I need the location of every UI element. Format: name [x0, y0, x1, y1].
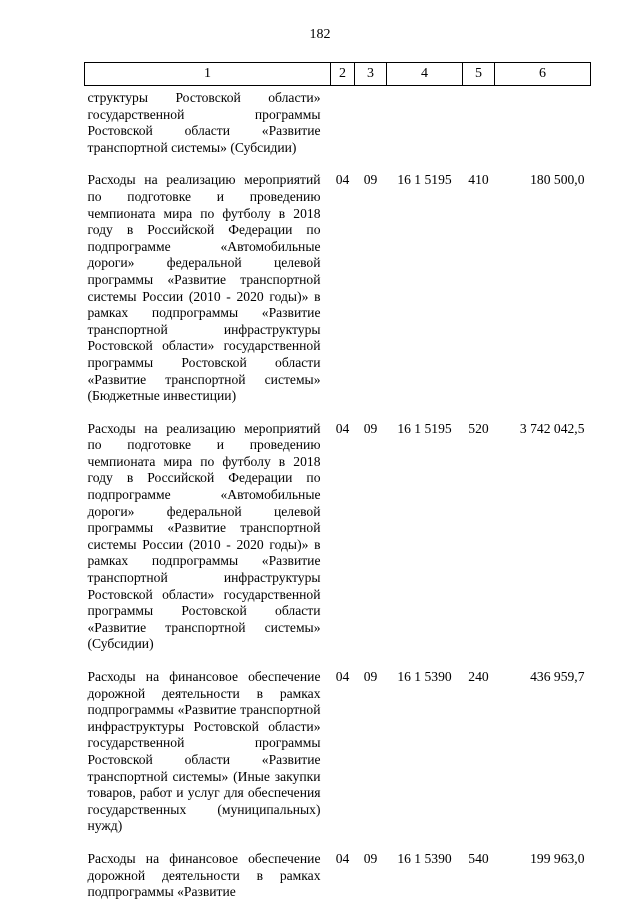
row-expense-type — [463, 86, 495, 173]
header-col-2: 2 — [331, 63, 355, 86]
row-expense-type: 410 — [468, 172, 489, 188]
table-row — [85, 669, 591, 851]
row-target-article: 16 1 5390 — [397, 669, 452, 684]
row-subsection: 09 — [363, 669, 378, 684]
table-row — [85, 172, 591, 420]
budget-table — [84, 62, 591, 917]
row-section: 04 — [335, 669, 350, 684]
header-col-6: 6 — [495, 63, 591, 86]
row-subsection: 09 — [363, 850, 378, 866]
header-row — [85, 63, 591, 86]
row-amount: 199 963,0 — [530, 850, 585, 866]
row-description: Расходы на финансовое обеспечение дорожной деятельности в рамках подпрограммы «Развитие — [87, 850, 321, 900]
row-expense-type: 240 — [468, 669, 489, 684]
row-amount — [495, 86, 591, 173]
row-expense-type: 540 — [468, 850, 489, 866]
header-col-3: 3 — [355, 63, 387, 86]
header-col-4: 4 — [387, 63, 463, 86]
row-target-article: 16 1 5390 — [397, 850, 452, 866]
header-col-5: 5 — [463, 63, 495, 86]
row-expense-type: 520 — [468, 420, 489, 436]
row-target-article: 16 1 5195 — [397, 420, 452, 436]
header-col-1: 1 — [85, 63, 331, 86]
row-amount: 180 500,0 — [530, 172, 585, 188]
row-description: Расходы на реализацию мероприятий по подготовке и проведению чемпионата мира по футболу в 2018 году в Российской Федерации по подпрограмме «Автомобильные дороги» федеральной целевой программы «Развитие транспортной системы России (2010 - 2020 годы)» в рамках подпрограммы «Развитие транспортной инфраструктуры Ростовской области» государственной программы Ростовской области «Развитие транспортной системы» (Бюджетные инвестиции) — [87, 172, 321, 404]
row-description: Расходы на финансовое обеспечение дорожной деятельности в рамках подпрограммы «Развитие транспортной инфраструктуры Ростовской области» государственной программы Ростовской области «Развитие транспортной системы» (Иные закупки товаров, работ и услуг для обеспечения государственных (муниципальных) нужд) — [87, 669, 321, 834]
row-subsection — [355, 86, 387, 173]
table-header — [85, 63, 591, 86]
row-section: 04 — [335, 850, 350, 866]
row-section: 04 — [335, 420, 350, 436]
row-amount: 3 742 042,5 — [519, 420, 585, 436]
table-row — [85, 851, 591, 917]
row-target-article — [387, 86, 463, 173]
row-description: структуры Ростовской области» государственной программы Ростовской области «Развитие транспортной системы» (Субсидии) — [87, 90, 321, 155]
row-description: Расходы на реализацию мероприятий по подготовке и проведению чемпионата мира по футболу в 2018 году в Российской Федерации по подпрограмме «Автомобильные дороги» федеральной целевой программы «Развитие транспортной системы России (2010 - 2020 годы)» в рамках подпрограммы «Развитие транспортной инфраструктуры Ростовской области» государственной программы Ростовской области «Развитие транспортной системы» (Субсидии) — [87, 420, 321, 652]
row-subsection: 09 — [363, 172, 378, 188]
row-subsection: 09 — [363, 420, 378, 436]
row-section: 04 — [335, 172, 350, 188]
row-amount: 436 959,7 — [530, 669, 585, 684]
page-number: 182 — [309, 27, 331, 42]
table-row — [85, 421, 591, 669]
row-section — [331, 86, 355, 173]
table-row — [85, 86, 591, 173]
row-target-article: 16 1 5195 — [397, 172, 452, 188]
